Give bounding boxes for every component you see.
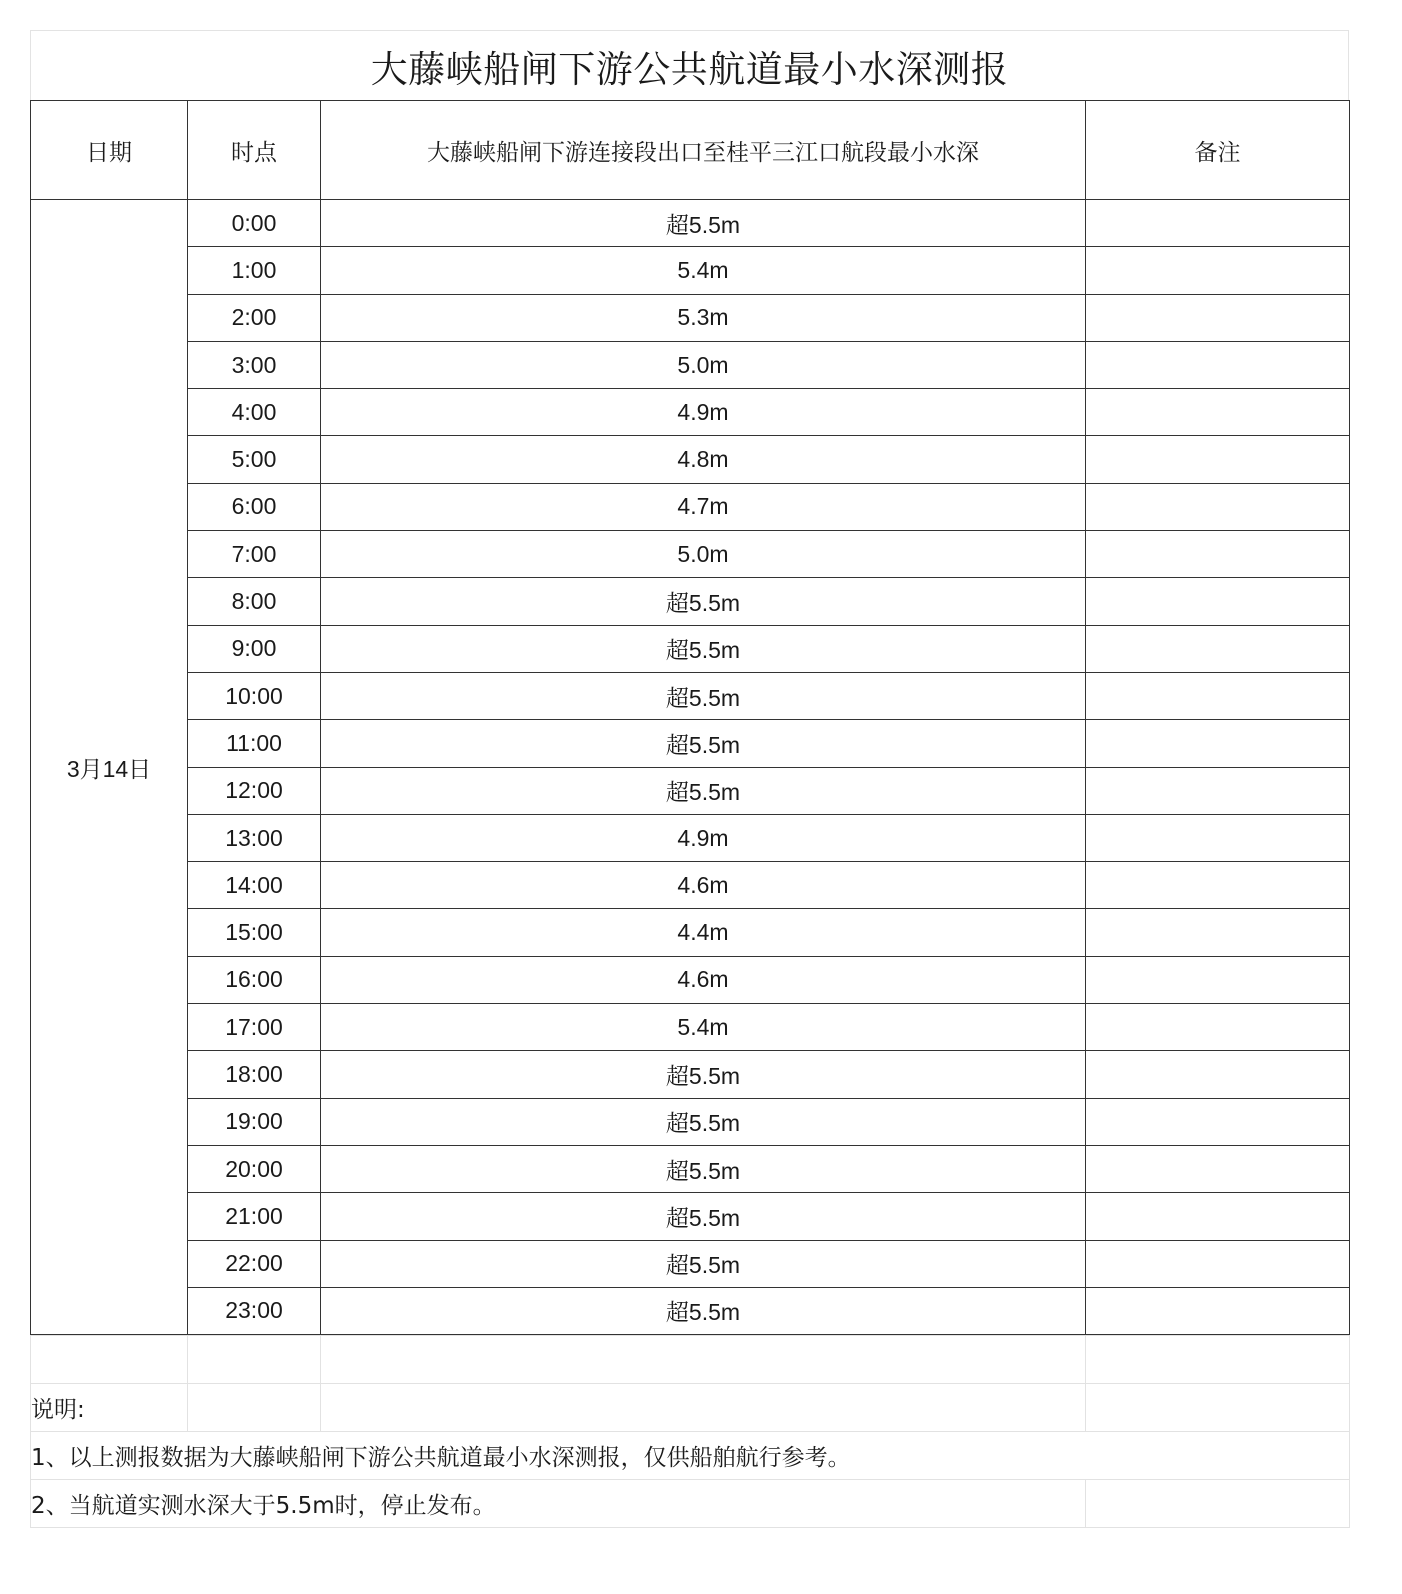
remark-cell [1086,200,1350,247]
depth-cell: 超5.5m [321,767,1086,814]
time-cell: 2:00 [188,294,321,341]
depth-cell: 4.9m [321,389,1086,436]
time-cell: 10:00 [188,672,321,719]
depth-cell: 超5.5m [321,1145,1086,1192]
remark-cell [1086,720,1350,767]
depth-cell: 5.4m [321,247,1086,294]
depth-table [30,100,1350,1335]
table-row [31,814,1350,861]
table-row [31,1004,1350,1051]
time-cell: 4:00 [188,389,321,436]
time-cell: 16:00 [188,956,321,1003]
report-title: 大藤峡船闸下游公共航道最小水深测报 [30,30,1349,100]
remark-cell [1086,909,1350,956]
note-item-1: 1、以上测报数据为大藤峡船闸下游公共航道最小水深测报，仅供船舶航行参考。 [31,1432,1350,1480]
remark-cell [1086,956,1350,1003]
table-row [31,247,1350,294]
depth-cell: 4.9m [321,814,1086,861]
time-cell: 14:00 [188,862,321,909]
table-row [31,1193,1350,1240]
remark-cell [1086,1098,1350,1145]
table-row [31,341,1350,388]
time-cell: 19:00 [188,1098,321,1145]
depth-cell: 4.7m [321,483,1086,530]
notes-heading-row [31,1384,1350,1432]
remark-cell [1086,578,1350,625]
remark-cell [1086,625,1350,672]
time-cell: 21:00 [188,1193,321,1240]
depth-cell: 5.3m [321,294,1086,341]
time-cell: 22:00 [188,1240,321,1287]
table-row [31,767,1350,814]
remark-cell [1086,341,1350,388]
depth-cell: 超5.5m [321,1287,1086,1334]
depth-cell: 超5.5m [321,1098,1086,1145]
table-row [31,483,1350,530]
notes-table [30,1335,1350,1528]
table-row [31,862,1350,909]
table-row [31,1145,1350,1192]
time-cell: 11:00 [188,720,321,767]
depth-cell: 超5.5m [321,578,1086,625]
depth-cell: 超5.5m [321,200,1086,247]
time-cell: 1:00 [188,247,321,294]
date-cell: 3月14日 [31,200,188,1335]
time-cell: 17:00 [188,1004,321,1051]
table-row [31,389,1350,436]
remark-cell [1086,1193,1350,1240]
remark-cell [1086,1240,1350,1287]
table-row [31,672,1350,719]
time-cell: 15:00 [188,909,321,956]
note-row [31,1432,1350,1480]
table-row [31,625,1350,672]
time-cell: 9:00 [188,625,321,672]
depth-cell: 超5.5m [321,1193,1086,1240]
remark-cell [1086,389,1350,436]
table-row [31,436,1350,483]
remark-cell [1086,1051,1350,1098]
table-row [31,909,1350,956]
time-cell: 0:00 [188,200,321,247]
column-header-depth: 大藤峡船闸下游连接段出口至桂平三江口航段最小水深 [321,101,1086,200]
header-row [31,101,1350,200]
note-item-2: 2、当航道实测水深大于5.5m时，停止发布。 [31,1480,1086,1528]
column-header-date: 日期 [31,101,188,200]
remark-cell [1086,436,1350,483]
table-row [31,294,1350,341]
time-cell: 13:00 [188,814,321,861]
table-row [31,578,1350,625]
remark-cell [1086,767,1350,814]
depth-cell: 5.4m [321,1004,1086,1051]
table-row [31,1240,1350,1287]
column-header-remark: 备注 [1086,101,1350,200]
depth-cell: 4.6m [321,956,1086,1003]
time-cell: 20:00 [188,1145,321,1192]
table-row [31,1098,1350,1145]
depth-cell: 4.4m [321,909,1086,956]
note-row [31,1480,1350,1528]
remark-cell [1086,247,1350,294]
remark-cell [1086,672,1350,719]
blank-row [31,1336,1350,1384]
depth-cell: 5.0m [321,341,1086,388]
depth-cell: 4.8m [321,436,1086,483]
column-header-time: 时点 [188,101,321,200]
table-row [31,200,1350,247]
notes-heading: 说明: [31,1384,188,1432]
remark-cell [1086,1004,1350,1051]
remark-cell [1086,1145,1350,1192]
time-cell: 12:00 [188,767,321,814]
depth-cell: 超5.5m [321,625,1086,672]
table-row [31,956,1350,1003]
depth-cell: 5.0m [321,531,1086,578]
remark-cell [1086,483,1350,530]
depth-cell: 超5.5m [321,720,1086,767]
time-cell: 5:00 [188,436,321,483]
remark-cell [1086,531,1350,578]
depth-cell: 4.6m [321,862,1086,909]
time-cell: 6:00 [188,483,321,530]
table-row [31,1287,1350,1334]
remark-cell [1086,294,1350,341]
table-row [31,531,1350,578]
remark-cell [1086,814,1350,861]
remark-cell [1086,1287,1350,1334]
depth-cell: 超5.5m [321,672,1086,719]
remark-cell [1086,862,1350,909]
report-sheet [30,30,1349,1528]
depth-cell: 超5.5m [321,1240,1086,1287]
table-row [31,1051,1350,1098]
time-cell: 23:00 [188,1287,321,1334]
depth-cell: 超5.5m [321,1051,1086,1098]
time-cell: 3:00 [188,341,321,388]
table-row [31,720,1350,767]
time-cell: 8:00 [188,578,321,625]
time-cell: 18:00 [188,1051,321,1098]
time-cell: 7:00 [188,531,321,578]
